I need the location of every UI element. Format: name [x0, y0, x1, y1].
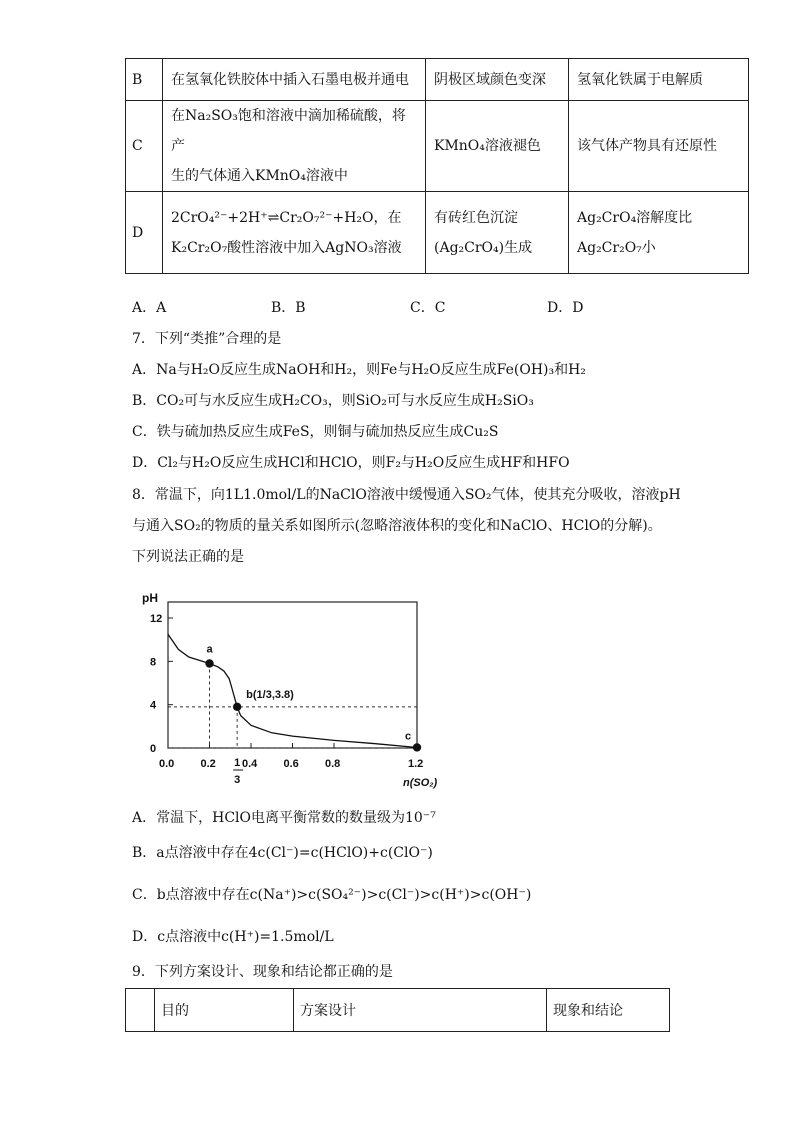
row-design-line: 在氢氧化铁胶体中插入石墨电极并通电 — [171, 71, 409, 88]
x-special-tick-numerator: 1 — [234, 757, 241, 769]
row-design-line: K₂Cr₂O₇酸性溶液中加入AgNO₃溶液 — [171, 239, 402, 256]
ph-chart — [130, 588, 438, 800]
q6-choices — [132, 297, 692, 317]
q8-stem-line-2: 与通入SO₂的物质的量关系如图所示(忽略溶液体积的变化和NaClO、HClO的分解)。 — [132, 518, 662, 534]
x-special-tick-denominator: 3 — [234, 774, 241, 786]
point-marker — [205, 659, 213, 667]
row-conclusion — [569, 59, 749, 101]
q9-stem: 9．下列方案设计、现象和结论都正确的是 — [132, 964, 393, 980]
q8-option-c[interactable]: C．b点溶液中存在c(Na⁺)>c(SO₄²⁻)>c(Cl⁻)>c(H⁺)>c(OH⁻) — [132, 887, 532, 903]
row-conclusion-line: Ag₂Cr₂O₇小 — [577, 239, 656, 256]
x-tick-label: 0.0 — [159, 758, 175, 770]
q9-header-row — [126, 989, 670, 1032]
table-row — [126, 101, 749, 192]
q8-option-b[interactable]: B．a点溶液中存在4c(Cl⁻)=c(HClO)+c(ClO⁻) — [132, 845, 433, 861]
row-phenomenon — [426, 101, 569, 192]
row-conclusion — [569, 101, 749, 192]
q7-stem: 7．下列“类推”合理的是 — [132, 331, 282, 347]
row-label: B — [126, 59, 163, 101]
y-tick-label: 4 — [150, 699, 157, 712]
q9-header-purpose: 目的 — [155, 989, 294, 1032]
q6-choice-d[interactable]: D．D — [547, 300, 584, 316]
point-marker — [413, 743, 421, 751]
q8-stem-line-3: 下列说法正确的是 — [132, 549, 244, 565]
point-label-b: b(1/3,3.8) — [246, 688, 294, 701]
row-design-line: 在Na₂SO₃饱和溶液中滴加稀硫酸，将产 — [171, 108, 406, 154]
x-tick-label: 0.4 — [242, 758, 258, 770]
q6-choice-a[interactable]: A．A — [132, 300, 167, 316]
q6-choice-c[interactable]: C．C — [410, 300, 446, 316]
x-tick-label: 0.2 — [200, 758, 216, 770]
row-design — [163, 192, 426, 274]
row-phenomenon-line: 阴极区域颜色变深 — [434, 71, 546, 88]
x-tick-label: 0.6 — [283, 758, 299, 770]
q7-option-d[interactable]: D．Cl₂与H₂O反应生成HCl和HClO，则F₂与H₂O反应生成HF和HFO — [132, 455, 570, 471]
row-phenomenon — [426, 59, 569, 101]
y-tick-label: 0 — [150, 743, 157, 755]
row-design — [163, 59, 426, 101]
row-conclusion — [569, 192, 749, 274]
row-phenomenon — [426, 192, 569, 274]
row-label: C — [126, 101, 163, 192]
point-label-c: c — [405, 730, 412, 743]
x-tick-label: 0.8 — [325, 758, 341, 770]
x-axis-label: n(SO₂) — [403, 777, 438, 789]
point-marker — [233, 703, 241, 711]
y-tick-label: 12 — [150, 613, 163, 625]
plot-frame — [168, 602, 417, 748]
q7-option-c[interactable]: C．铁与硫加热反应生成FeS，则铜与硫加热反应生成Cu₂S — [132, 424, 499, 440]
y-tick-label: 8 — [150, 656, 157, 669]
row-conclusion-line: 氢氧化铁属于电解质 — [577, 71, 703, 88]
row-phenomenon-line: KMnO₄溶液褪色 — [434, 138, 541, 154]
q7-option-b[interactable]: B．CO₂可与水反应生成H₂CO₃，则SiO₂可与水反应生成H₂SiO₃ — [132, 393, 534, 409]
x-tick-label: 1.2 — [408, 758, 424, 770]
experiment-table — [125, 58, 749, 274]
row-conclusion-line: Ag₂CrO₄溶解度比 — [577, 209, 693, 226]
table-row — [126, 192, 749, 274]
q9-header-design: 方案设计 — [294, 989, 547, 1032]
q9-header-result: 现象和结论 — [547, 989, 670, 1032]
q8-option-a[interactable]: A．常温下，HClO电离平衡常数的数量级为10⁻⁷ — [132, 810, 436, 826]
y-axis-label: pH — [142, 591, 158, 605]
point-label-a: a — [206, 643, 213, 656]
row-design — [163, 101, 426, 192]
table-row — [126, 59, 749, 101]
q7-option-a[interactable]: A．Na与H₂O反应生成NaOH和H₂，则Fe与H₂O反应生成Fe(OH)₃和H₂ — [132, 362, 586, 378]
row-design-line: 2CrO₄²⁻+2H⁺⇌Cr₂O₇²⁻+H₂O，在 — [171, 209, 402, 226]
q8-option-d[interactable]: D．c点溶液中c(H⁺)=1.5mol/L — [132, 929, 334, 945]
q8-stem-line-1: 8．常温下，向1L1.0mol/L的NaClO溶液中缓慢通入SO₂气体，使其充分吸收，溶液pH — [132, 487, 681, 503]
row-label: D — [126, 192, 163, 274]
row-conclusion-line: 该气体产物具有还原性 — [577, 138, 717, 154]
row-design-line: 生的气体通入KMnO₄溶液中 — [171, 168, 348, 184]
q9-header-blank — [126, 989, 155, 1032]
row-phenomenon-line: 有砖红色沉淀 — [434, 209, 518, 226]
q9-table — [125, 988, 670, 1032]
row-phenomenon-line: (Ag₂CrO₄)生成 — [434, 239, 533, 256]
q6-choice-b[interactable]: B．B — [271, 300, 306, 316]
